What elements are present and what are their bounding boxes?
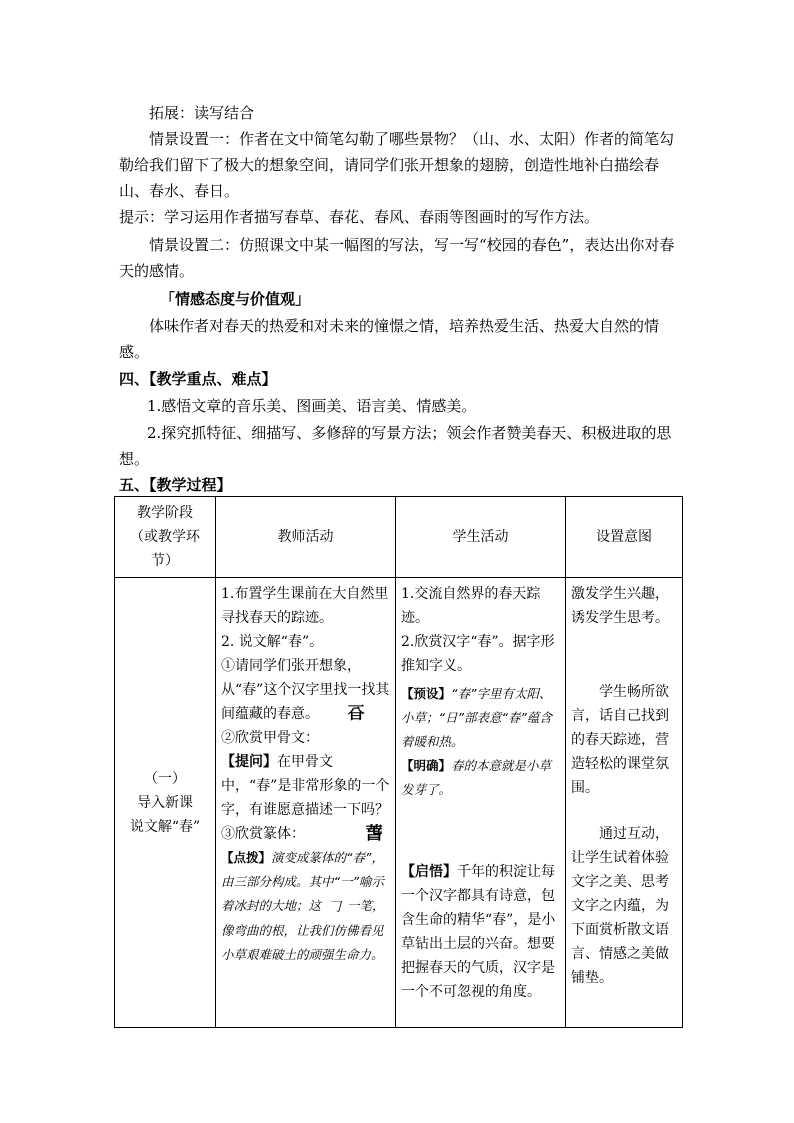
purpose-1: 激发学生兴趣，诱发学生思考。 [571,586,669,626]
header-purpose: 设置意图 [566,497,683,578]
purpose-2: 学生畅所欲言，话自己找到的春天踪迹，营造轻松的课堂氛围。 [571,684,669,796]
student-clarify [401,754,560,802]
hint-label: 【点拨】 [221,850,272,865]
teacher-step-3 [221,654,390,726]
question-text: 在甲骨文中，“春”是非常形象的一个字，有谁愿意描述一下吗？ [221,754,390,818]
values-title: 「情感态度与价值观」 [160,290,311,308]
stage-number: （一） [144,770,186,787]
values-text: 体味作者对春天的热爱和对未来的憧憬之情，培养热爱生活、热爱大自然的情感。 [119,317,660,361]
student-insight [401,860,560,1004]
key-point-2: 2.探究抓特征、细描写、多修辞的写景方法；领会作者赞美春天、积极进取的思想。 [119,424,672,468]
preset-label: 【预设】 [401,686,452,701]
writing-tip: 提示：学习运用作者描写春草、春花、春风、春雨等图画时的写作方法。 [119,208,600,226]
purpose-cell [566,578,683,1028]
teacher-question [221,750,390,822]
hint-text: 演变成篆体的“春”，由三部分构成。其中“一”喻示着冰封的大地；这 [221,850,384,913]
radical-stroke-glyph: 𠃌 [327,898,342,915]
seal-script-chun-glyph: 萅 [365,824,383,844]
insight-text: 千年的积淀让每一个汉字都具有诗意，包含生命的精华“春”，是小草钻出土层的兴奋。想要把握春天的气质，汉字是一个不可忽视的角度。 [401,864,556,1000]
section4-title: 四、【教学重点、难点】 [119,370,277,388]
section5-title: 五、【教学过程】 [119,476,232,494]
student-preset [401,682,560,754]
teacher-step-2: 2. 说文解“春”。 [221,634,324,650]
stage-cell [115,578,216,1028]
hint-text-continued: 一笔，像弯曲的根，让我们仿佛看见小草艰难破土的顽强生命力。 [221,898,385,962]
header-stage-line2: （或教学环节） [130,529,200,569]
table-row [115,578,683,1028]
oracle-bone-chun-glyph: 𣅆 [347,704,365,724]
preset-text: “春”字里有太阳、小草；“日”部表意“春”蕴含着暖和热。 [401,686,552,749]
teacher-activity-cell [216,578,396,1028]
clarify-text: 春的本意就是小草发芽了。 [401,758,552,797]
teaching-process-table [114,496,683,1028]
student-step-1: 1.交流自然界的春天踪迹。 [401,586,541,626]
teacher-step-6-text: ③欣赏篆体： [221,826,305,842]
scene-setting-one: 情景设置一：作者在文中简笔勾勒了哪些景物？（山、水、太阳）作者的简笔勾勒给我们留下了极大的想象空间，请同学们张开想象的翅膀，创造性地补白描绘春山、春水、春日。 [119,130,675,200]
header-teacher: 教师活动 [216,497,396,578]
teacher-step-3-text: ①请同学们张开想象，从“春”这个汉字里找一找其间蕴藏的春意。 [221,658,390,722]
teacher-step-4: ②欣赏甲骨文： [221,730,319,746]
student-step-2: 2.欣赏汉字“春”。据字形推知字义。 [401,634,555,674]
scene-setting-two: 情景设置二：仿照课文中某一幅图的写法，写一写“校园的春色”，表达出你对春天的感情。 [119,236,675,280]
stage-subtitle: 说文解“春” [129,818,201,835]
question-label: 【提问】 [221,754,277,770]
insight-label: 【启悟】 [401,864,457,880]
purpose-3: 通过互动，让学生试着体验文字之美、思考文字之内蕴，为下面赏析散文语言、情感之美做铺垫。 [571,826,669,986]
clarify-label: 【明确】 [401,758,452,773]
teacher-hint [221,846,390,967]
student-activity-cell [396,578,566,1028]
teacher-step-1: 1.布置学生课前在大自然里寻找春天的踪迹。 [221,586,389,626]
table-header-row [115,497,683,578]
header-stage [115,497,216,578]
teacher-step-6 [221,822,390,846]
header-student: 学生活动 [396,497,566,578]
extension-heading: 拓展：读写结合 [149,104,255,122]
header-stage-line1: 教学阶段 [137,505,193,521]
stage-name: 导入新课 [137,794,193,811]
key-point-1: 1.感悟文章的音乐美、图画美、语言美、情感美。 [147,397,477,415]
